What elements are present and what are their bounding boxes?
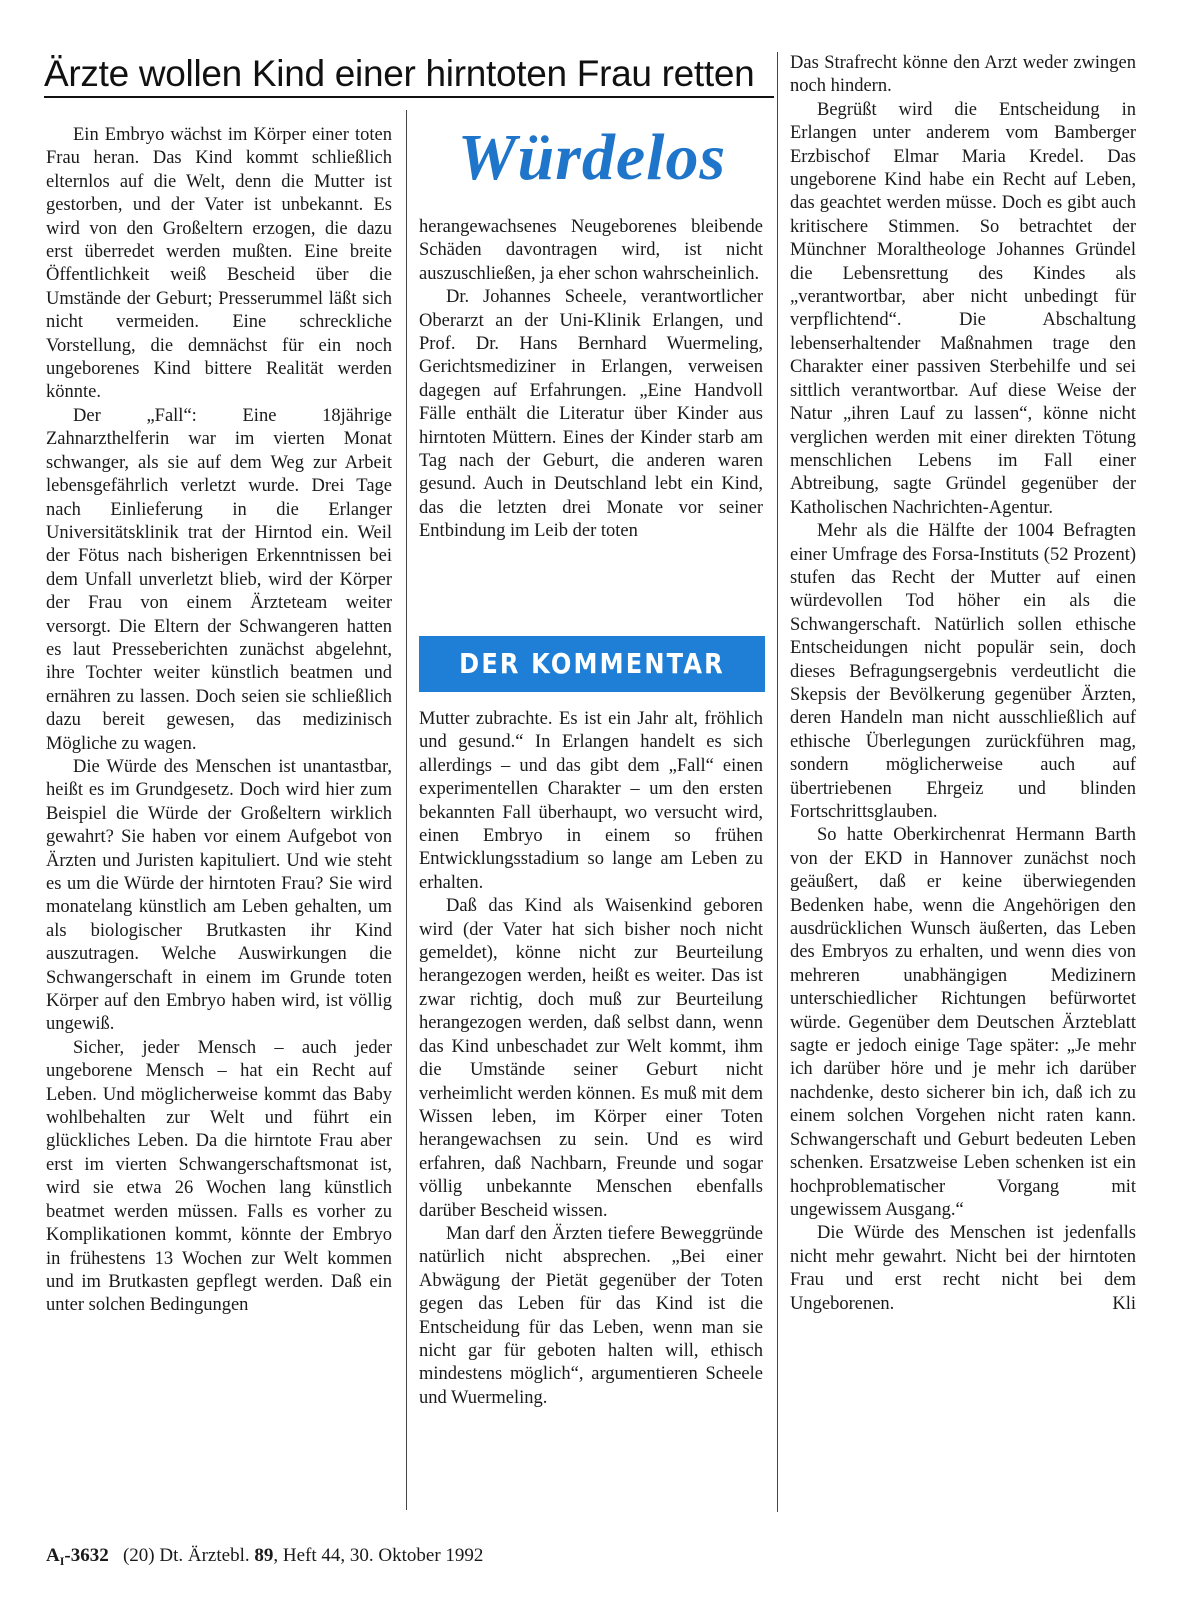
kommentar-banner xyxy=(419,636,765,692)
column-3 xyxy=(790,52,1136,1316)
paragraph: Begrüßt wird die Entscheidung in Erlangen unter anderem vom Bamberger Erzbischof Elmar Maria Kredel. Das ungeborene Kind habe ein Recht auf Leben, das geachtet werden müsse. Doch es gibt auch kritischere Stimmen. So betrachtet der Münchner Moraltheologe Johannes Gründel die Lebensrettung des Kindes als „verantwortbar, aber nicht unbedingt für verpflichtend“. Die Abschaltung lebenserhaltender Maßnahmen trage den Charakter einer passiven Sterbehilfe und sei sittlich verantwortbar. Auf diese Weise der Natur „ihren Lauf zu lassen“, könne nicht verglichen werden mit einer direkten Tötung menschlichen Lebens im Fall einer Abtreibung, sagte Gründel gegenüber der Katholischen Nachrichten-Agentur. xyxy=(790,99,1136,518)
paragraph: Die Würde des Menschen ist jedenfalls nicht mehr gewahrt. Nicht bei der hirntoten Frau und erst recht nicht bei dem Ungeborenen. Kli xyxy=(790,1223,1136,1314)
paragraph: herangewachsenes Neugeborenes bleibende Schäden davontragen wird, ist nicht auszuschließen, ja eher schon wahrscheinlich. xyxy=(419,217,763,284)
paragraph: Man darf den Ärzten tiefere Beweggründe natürlich nicht absprechen. „Bei einer Abwägung der Pietät gegenüber der Toten gegen das Leben für das Kind ist die Entscheidung für das Leben, wenn man sie nicht gar für geboten halten will, ethisch mindestens möglich“, argumentieren Scheele und Wuermeling. xyxy=(419,1223,763,1408)
column-2-top xyxy=(419,216,763,544)
column-divider xyxy=(777,52,778,1512)
headline-rule xyxy=(44,96,774,98)
article-headline: Ärzte wollen Kind einer hirntoten Frau retten xyxy=(44,53,755,94)
paragraph: Mehr als die Hälfte der 1004 Befragten einer Umfrage des Forsa-Instituts (52 Prozent) stufen das Recht der Mutter auf einen würdevollen Tod höher ein als die Schwangerschaft. Natürlich sollen ethische Entscheidungen nicht populär sein, doch dieses Befragungsergebnis verdeutlicht die Skepsis der Bevölkerung gegenüber Ärzten, deren Handeln man nicht ausschließlich auf ethische Überlegungen zurückführen mag, sondern möglicherweise auch auf übertriebenen Ehrgeiz und blinden Fortschrittsglauben. xyxy=(790,521,1136,822)
paragraph: Daß das Kind als Waisenkind geboren wird (der Vater hat sich bisher noch nicht gemeldet), könne nicht zur Beurteilung herangezogen werden, heißt es weiter. Das ist zwar richtig, doch muß zur Beurteilung herangezogen werden, daß selbst dann, wenn das Kind unbeschadet zur Welt kommt, ihm die Umstände seiner Geburt nicht verheimlicht werden können. Es muß mit dem Wissen leben, im Körper einer Toten herangewachsen zu sein. Und es wird erfahren, daß Nachbarn, Freunde und sogar völlig unbekannte Menschen ebenfalls darüber Bescheid wissen. xyxy=(419,896,763,1221)
column-2-bottom xyxy=(419,708,763,1410)
paragraph: Dr. Johannes Scheele, verantwortlicher Oberarzt an der Uni-Klinik Erlangen, und Prof. Dr. Hans Bernhard Wuermeling, Gerichtsmediziner in Erlangen, verweisen dagegen auf Erfahrungen. „Eine Handvoll Fälle enthält die Literatur über Kinder aus hirntoten Müttern. Eines der Kinder starb am Tag nach der Geburt, die anderen waren gesund. Auch in Deutschland lebt ein Kind, das die letzten drei Monate vor seiner Entbindung im Leib der toten xyxy=(419,287,763,542)
paragraph: Ein Embryo wächst im Körper einer toten Frau heran. Das Kind kommt schließlich elternlos auf die Welt, denn die Mutter ist gestorben, und der Vater ist unbekannt. Es wird von den Großeltern erzogen, die dazu erst überredet werden mußten. Eine breite Öffentlichkeit weiß Bescheid über die Umstände der Geburt; Presserummel läßt sich nicht vermeiden. Eine schreckliche Vorstellung, die demnächst für ein noch ungeborenes Kind bittere Realität werden könnte. xyxy=(46,125,392,403)
page-footer xyxy=(46,1544,483,1569)
journal-ref: (20) Dt. Ärztebl. xyxy=(122,1545,250,1566)
column-1 xyxy=(46,124,392,1318)
commentary-title: Würdelos xyxy=(457,121,727,194)
volume: 89 xyxy=(254,1545,274,1566)
paragraph: Sicher, jeder Mensch – auch jeder ungeborene Mensch – hat ein Recht auf Leben. Und möglicherweise kommt das Baby wohlbehalten zur Welt und führt ein glückliches Leben. Da die hirntote Frau aber erst im vierten Schwangerschaftsmonat ist, wird sie etwa 26 Wochen lang künstlich beatmet werden müssen. Falls es vorher zu Komplikationen kommt, könnte der Embryo in frühestens 13 Wochen zur Welt kommen und im Brutkasten gepflegt werden. Daß ein unter solchen Bedingungen xyxy=(46,1037,392,1316)
issue-date: , Heft 44, 30. Oktober 1992 xyxy=(273,1545,484,1566)
paragraph: Die Würde des Menschen ist unantastbar, heißt es im Grundgesetz. Doch wird hier zum Beispiel die Würde der Großeltern wirklich gewahrt? Sie haben vor einem Aufgebot von Ärzten und Juristen kapituliert. Und wie steht es um die Würde der hirntoten Frau? Sie wird monatelang künstlich am Leben gehalten, um als biologischer Brutkasten ihr Kind auszutragen. Welche Auswirkungen die Schwangerschaft in einem im Grunde toten Körper auf den Embryo haben wird, ist völlig ungewiß. xyxy=(46,756,392,1035)
column-divider xyxy=(406,110,407,1510)
kommentar-label: DER KOMMENTAR xyxy=(459,647,725,680)
paragraph: Das Strafrecht könne den Arzt weder zwingen noch hindern. xyxy=(790,53,1136,97)
paragraph: Mutter zubrachte. Es ist ein Jahr alt, fröhlich und gesund.“ In Erlangen handelt es sich allerdings – und das gibt dem „Fall“ einen experimentellen Charakter – um den ersten bekannten Fall überhaupt, wo versucht wird, einen Embryo in einem so frühen Entwicklungsstadium so lange am Leben zu erhalten. xyxy=(419,709,763,893)
page-code: $A_I-3632$ xyxy=(46,1545,109,1568)
paragraph: So hatte Oberkirchenrat Hermann Barth von der EKD in Hannover zunächst noch geäußert, daß er keine überwiegenden Bedenken habe, wenn die Angehörigen den ausdrücklichen Wunsch äußerten, das Leben des Embryos zu erhalten, und wenn dies von mehreren unabhängigen Medizinern unterschiedlicher Richtungen befürwortet würde. Gegenüber dem Deutschen Ärzteblatt sagte er jedoch einige Tage später: „Je mehr ich darüber höre und je mehr ich darüber nachdenke, desto sicherer bin ich, daß ich zu einem solchen Vorgehen nicht raten kann. Schwangerschaft und Geburt bedeuten Leben schenken. Ersatzweise Leben schenken ist ein hochproblematischer Vorgang mit ungewissem Ausgang.“ xyxy=(790,825,1136,1220)
paragraph: Der „Fall“: Eine 18jährige Zahnarzthelferin war im vierten Monat schwanger, als sie auf dem Weg zur Arbeit lebensgefährlich verletzt wurde. Drei Tage nach Einlieferung in die Erlanger Universitätsklinik trat der Hirntod ein. Weil der Fötus nach bisherigen Erkenntnissen bei dem Unfall unverletzt blieb, wird der Körper der Frau von einem Ärzteteam weiter versorgt. Die Eltern der Schwangeren hatten es laut Presseberichten zunächst abgelehnt, ihre Tochter weiter künstlich beatmen und ernähren zu lassen. Doch seien sie schließlich dazu bereit gewesen, das medizinisch Mögliche zu wagen. xyxy=(46,405,392,754)
